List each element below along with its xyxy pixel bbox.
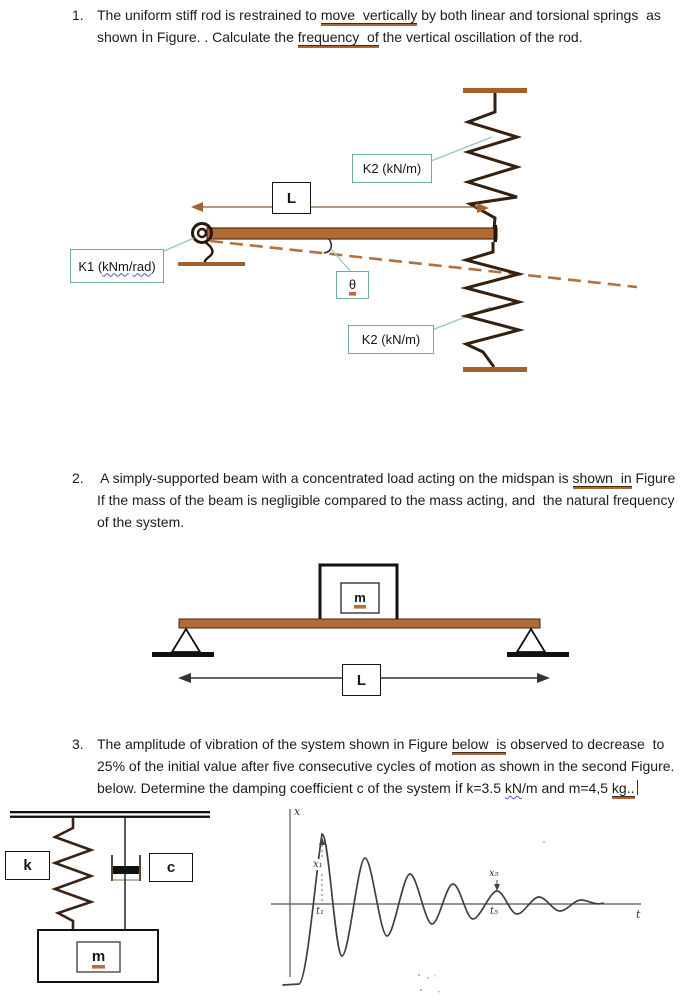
fig2-mass-label — [341, 583, 379, 613]
fig3-ceiling-line2 — [10, 816, 210, 818]
text-segment: shown in — [572, 470, 632, 486]
text-line — [97, 489, 675, 511]
scan-speck — [434, 975, 436, 977]
text-segment: The uniform stiff rod is restrained to — [97, 7, 321, 23]
text-segment: A simply-supported beam with a concentrated load acting on the midspan is — [97, 470, 573, 486]
scan-speck — [543, 841, 545, 843]
fig1-k1-text — [78, 259, 155, 274]
fig1-rod — [207, 228, 497, 239]
text-line — [97, 26, 661, 48]
fig1-k2-bottom-text: K2 (kN/m) — [361, 332, 421, 347]
text-line — [97, 467, 675, 489]
fig3-mass-text: m — [91, 948, 106, 965]
text-segment: /m and m=4,5 — [522, 780, 612, 796]
text-segment: ) — [151, 258, 156, 274]
graph-x1-label: x₁ — [313, 859, 323, 870]
fig2-mass-text: m — [354, 590, 366, 605]
problem-2 — [72, 467, 675, 533]
text-line — [97, 755, 674, 777]
fig3-decay-graph — [271, 809, 641, 993]
problem-2-text — [97, 467, 675, 533]
text-segment: 25% of the initial value after five consecutive cycles of motion as shown in the second Figure. — [97, 758, 675, 774]
fig1-theta-leader — [331, 249, 351, 272]
fig1-k2-bottom-label — [348, 325, 434, 354]
scan-speck — [418, 974, 420, 976]
problem-2-number: 2. — [72, 470, 84, 486]
graph-decay-curve — [283, 834, 603, 985]
fig1-theta-text: θ — [348, 277, 357, 292]
fig3-damping-label — [149, 853, 193, 882]
fig1-k2-top-text: K2 (kN/m) — [362, 161, 422, 176]
graph-x5-arrowhead-icon — [494, 884, 500, 891]
fig1-length-label — [272, 182, 311, 214]
text-segment: rad — [132, 258, 152, 274]
text-line — [97, 4, 661, 26]
text-segment: by both linear and torsional springs as — [417, 7, 661, 23]
text-line — [97, 733, 674, 755]
fig1-angle-arc — [324, 239, 331, 253]
problem-3-number: 3. — [72, 736, 84, 752]
fig2-span-left-arrowhead-icon — [178, 673, 191, 683]
text-segment: / — [128, 258, 133, 274]
text-segment: The amplitude of vibration of the system shown in Figure — [97, 736, 452, 752]
fig1-dashed-rotated-rod — [210, 241, 637, 287]
fig1-theta-label — [336, 271, 369, 299]
graph-x-axis-label: t — [636, 908, 641, 921]
text-segment: the vertical oscillation of the rod. — [378, 29, 583, 45]
text-segment: of the system. — [97, 514, 185, 530]
fig1-bottom-ground — [463, 367, 527, 372]
fig2-length-text: L — [356, 671, 367, 689]
fig1-top-spring — [468, 93, 517, 229]
text-segment: shown İn Figure. . Calculate the — [97, 29, 298, 45]
text-segment: kNm — [102, 258, 129, 274]
fig1-top-ceiling — [463, 88, 527, 93]
text-segment: observed to decrease to — [506, 736, 665, 752]
fig2-length-label — [342, 664, 381, 696]
fig2-left-ground — [152, 652, 214, 657]
fig1-length-text: L — [286, 189, 297, 207]
scan-speck — [420, 989, 422, 991]
text-segment: below. Determine the damping coefficient c of the system İf k=3.5 — [97, 780, 505, 796]
graph-y-axis-label: x — [294, 805, 301, 818]
text-segment: If the mass of the beam is negligible compared to the mass acting, and the natural frequency — [97, 492, 675, 508]
scan-speck — [427, 977, 429, 979]
fig2-right-support — [517, 629, 545, 652]
text-segment: kN — [504, 780, 523, 796]
text-line — [97, 777, 674, 799]
graph-t1-label: t₁ — [316, 906, 325, 917]
problem-1-text — [97, 4, 661, 48]
text-segment: Figure — [631, 470, 676, 486]
text-segment: frequency of — [297, 29, 379, 45]
fig1-bottom-spring — [466, 242, 519, 367]
fig1-k1-leader — [162, 238, 194, 252]
graph-x5-label: x₅ — [489, 868, 499, 879]
text-segment: K1 ( — [78, 258, 103, 274]
fig2-span-right-arrowhead-icon — [537, 673, 550, 683]
fig1-torsional-spring-tail — [205, 242, 213, 264]
fig3-stiffness-text: k — [23, 857, 32, 874]
fig2-beam — [179, 619, 540, 628]
text-line — [97, 511, 675, 533]
fig3-spring — [55, 818, 91, 930]
graph-t5-label: t₅ — [490, 906, 499, 917]
scan-speck — [438, 991, 440, 993]
problem-1-number: 1. — [72, 7, 84, 23]
fig1-k2-top-label — [352, 154, 432, 183]
fig3-ceiling-line1 — [10, 811, 210, 813]
fig3-damper-piston — [113, 866, 139, 874]
fig1-pivot-ground — [178, 262, 245, 266]
problem-3-text — [97, 733, 674, 799]
fig2-right-ground — [507, 652, 569, 657]
fig1-torsional-spring-inner — [198, 229, 206, 237]
fig3-stiffness-label — [5, 851, 50, 880]
problem-3 — [72, 733, 674, 799]
text-cursor — [637, 780, 638, 795]
fig1-k1-label — [70, 249, 164, 283]
fig3-mass-label — [77, 942, 120, 972]
text-segment: below is — [451, 736, 507, 752]
fig1-left-arrowhead-icon — [191, 202, 203, 212]
fig2-left-support — [172, 629, 200, 652]
text-segment: kg.. — [611, 780, 635, 796]
fig3-damping-text: c — [166, 859, 176, 876]
text-segment: move vertically — [320, 7, 418, 23]
fig1-rod-endcap — [494, 225, 498, 242]
problem-1 — [72, 4, 661, 48]
